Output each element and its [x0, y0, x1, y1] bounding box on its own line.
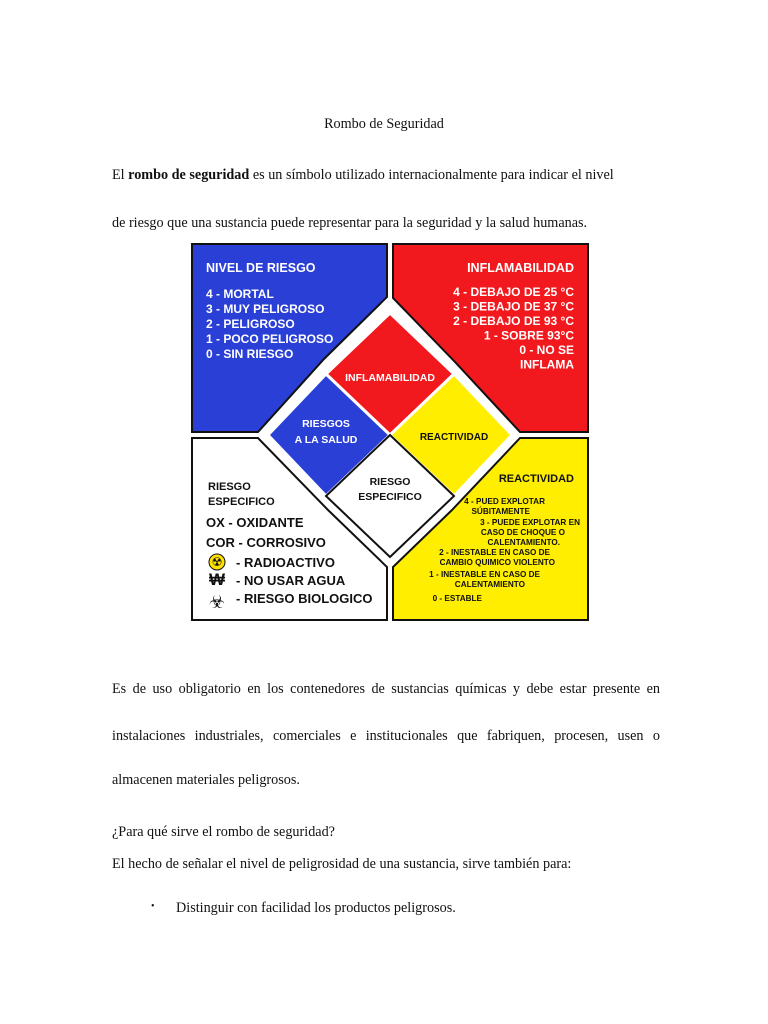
page-title: Rombo de Seguridad [324, 116, 444, 132]
health-item: 3 - MUY PELIGROSO [206, 302, 325, 316]
reactivity-item: CALENTAMIENTO [454, 580, 525, 589]
fire-item: 4 - DEBAJO DE 25 °C [453, 285, 574, 299]
reactivity-item: 1 - INESTABLE EN CASO DE [429, 570, 540, 579]
specific-item: COR - CORROSIVO [206, 535, 326, 550]
diamond-label-bottom-line-2: ESPECIFICO [358, 491, 422, 503]
usage-paragraph-line-1: Es de uso obligatorio en los contenedores de sustancias químicas y debe estar presente en [112, 681, 660, 697]
diamond-label-left-line-2: A LA SALUD [294, 434, 358, 446]
reactivity-item: SÚBITAMENTE [471, 507, 530, 516]
radioactive-icon: ☢ [211, 555, 223, 569]
reactivity-item: CASO DE CHOQUE O [480, 528, 565, 537]
specific-item: OX - OXIDANTE [206, 515, 304, 530]
diamond-label-top: INFLAMABILIDAD [345, 372, 435, 384]
reactivity-item: CALENTAMIENTO. [487, 538, 560, 547]
specific-title-line-1: RIESGO [208, 481, 251, 493]
fire-title: INFLAMABILIDAD [467, 261, 574, 275]
reactivity-item: 2 - INESTABLE EN CASO DE [439, 548, 550, 557]
usage-paragraph-line-2: instalaciones industriales, comerciales e institucionales que fabriquen, procesen, usen o [112, 728, 660, 744]
specific-item: - NO USAR AGUA [236, 573, 346, 588]
purpose-paragraph: El hecho de señalar el nivel de peligrosidad de una sustancia, sirve también para: [112, 856, 572, 872]
fire-item: 3 - DEBAJO DE 37 °C [453, 299, 574, 314]
diamond-label-left-line-1: RIESGOS [302, 418, 350, 430]
no-water-icon: ₩ [208, 570, 226, 589]
health-item: 2 - PELIGROSO [206, 317, 295, 331]
reactivity-item: 0 - ESTABLE [432, 594, 482, 603]
intro-paragraph-line-2: de riesgo que una sustancia puede representar para la seguridad y la salud humanas. [112, 215, 588, 231]
specific-title-line-2: ESPECIFICO [208, 496, 275, 508]
health-item: 0 - SIN RIESGO [206, 347, 294, 361]
intro-bold-term: rombo de seguridad [128, 167, 250, 183]
health-item: 1 - POCO PELIGROSO [206, 332, 334, 346]
safety-diamond-svg [190, 242, 590, 622]
specific-item: - RIESGO BIOLOGICO [236, 591, 373, 606]
bullet-icon: • [151, 901, 155, 912]
health-title: NIVEL DE RIESGO [206, 261, 316, 275]
reactivity-title: REACTIVIDAD [498, 473, 574, 485]
biohazard-icon: ☣ [208, 592, 226, 612]
reactivity-item: 3 - PUEDE EXPLOTAR EN [480, 518, 580, 527]
safety-diamond-figure [190, 242, 590, 622]
fire-item: 2 - DEBAJO DE 93 °C [453, 314, 574, 328]
intro-prefix: El [112, 167, 129, 183]
intro-rest: es un símbolo utilizado internacionalmente para indicar el nivel [249, 167, 614, 183]
section-question: ¿Para qué sirve el rombo de seguridad? [112, 824, 335, 840]
usage-paragraph-line-3: almacenen materiales peligrosos. [112, 772, 300, 788]
fire-item: INFLAMA [520, 357, 574, 372]
fire-item: 1 - SOBRE 93°C [483, 328, 574, 343]
bullet-item-1: Distinguir con facilidad los productos peligrosos. [176, 900, 456, 916]
health-item: 4 - MORTAL [206, 287, 274, 301]
reactivity-item: CAMBIO QUIMICO VIOLENTO [439, 558, 555, 567]
intro-paragraph-line-1 [112, 166, 660, 184]
diamond-label-bottom-line-1: RIESGO [369, 476, 411, 488]
fire-item: 0 - NO SE [519, 343, 574, 357]
diamond-label-right: REACTIVIDAD [419, 432, 489, 443]
reactivity-item: 4 - PUED EXPLOTAR [464, 497, 545, 506]
specific-item: - RADIOACTIVO [236, 555, 335, 570]
